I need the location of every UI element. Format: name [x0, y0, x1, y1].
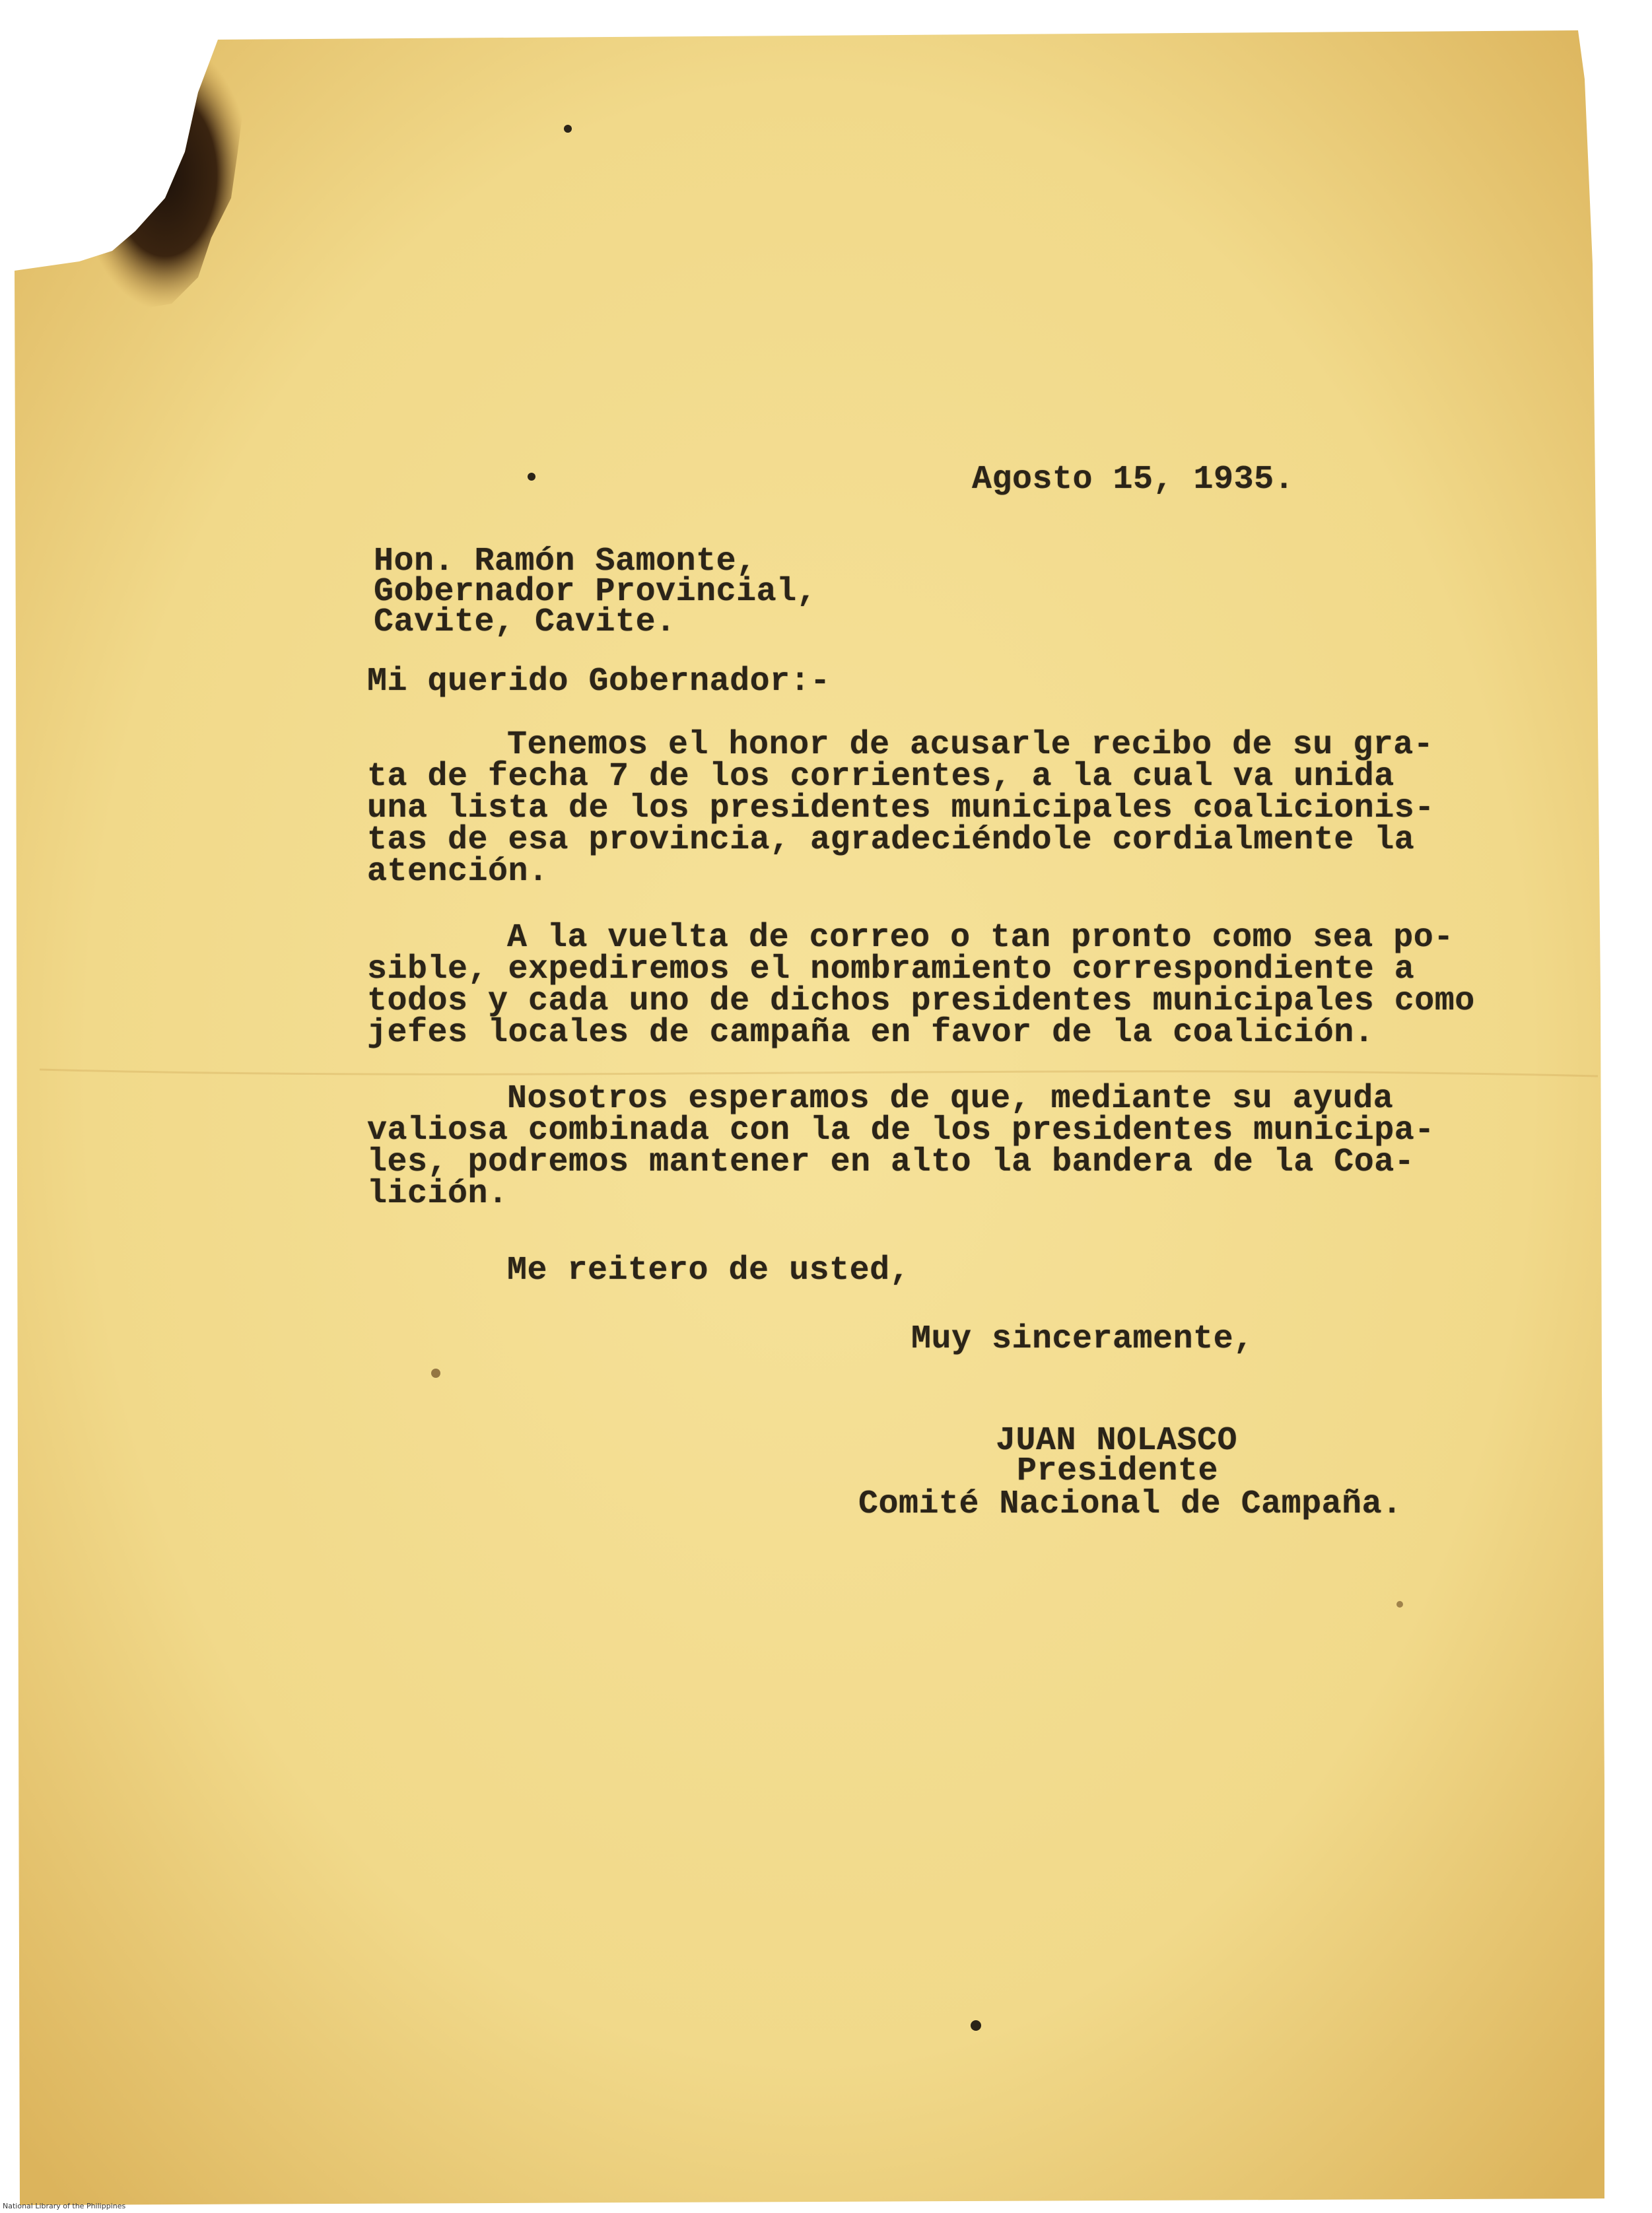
signature-role: Presidente — [1017, 1452, 1219, 1490]
paragraph-3-line-2: valiosa combinada con la de los presidentes municipa- — [367, 1112, 1435, 1149]
valediction: Muy sinceramente, — [911, 1320, 1254, 1358]
paragraph-2-line-2: sible, expediremos el nombramiento correspondiente a — [367, 951, 1415, 988]
paragraph-3-line-4: lición. — [367, 1175, 508, 1213]
letter-date: Agosto 15, 1935. — [972, 461, 1295, 498]
signature-organization: Comité Nacional de Campaña. — [858, 1485, 1402, 1523]
paragraph-3-line-3: les, podremos mantener en alto la bandera de la Coa- — [367, 1143, 1415, 1181]
paragraph-1-line-3: una lista de los presidentes municipales coalicionis- — [367, 790, 1435, 827]
ink-speck — [971, 2020, 981, 2031]
ink-speck — [564, 125, 572, 133]
paragraph-1-line-5: atención. — [367, 853, 549, 891]
paragraph-1-line-1: Tenemos el honor de acusarle recibo de su gra- — [507, 726, 1434, 764]
closing-line: Me reitero de usted, — [507, 1252, 911, 1289]
archive-caption: National Library of the Philippines — [3, 2202, 126, 2210]
paragraph-1-line-2: ta de fecha 7 de los corrientes, a la cual va unida — [367, 758, 1394, 796]
ink-speck — [431, 1369, 440, 1378]
paragraph-2-line-1: A la vuelta de correo o tan pronto como sea po- — [507, 919, 1454, 957]
recipient-title: Gobernador Provincial, — [374, 573, 817, 611]
recipient-name: Hon. Ramón Samonte, — [374, 543, 757, 580]
recipient-place: Cavite, Cavite. — [374, 603, 676, 641]
paragraph-2-line-4: jefes locales de campaña en favor de la coalición. — [367, 1014, 1375, 1052]
ink-speck — [1396, 1601, 1403, 1608]
paragraph-3-line-1: Nosotros esperamos de que, mediante su ayuda — [507, 1080, 1394, 1118]
ink-speck — [528, 473, 535, 481]
signature-name: JUAN NOLASCO — [996, 1422, 1238, 1460]
paragraph-1-line-4: tas de esa provincia, agradeciéndole cordialmente la — [367, 821, 1415, 859]
salutation: Mi querido Gobernador:- — [367, 663, 831, 700]
paragraph-2-line-3: todos y cada uno de dichos presidentes municipales como — [367, 982, 1475, 1020]
